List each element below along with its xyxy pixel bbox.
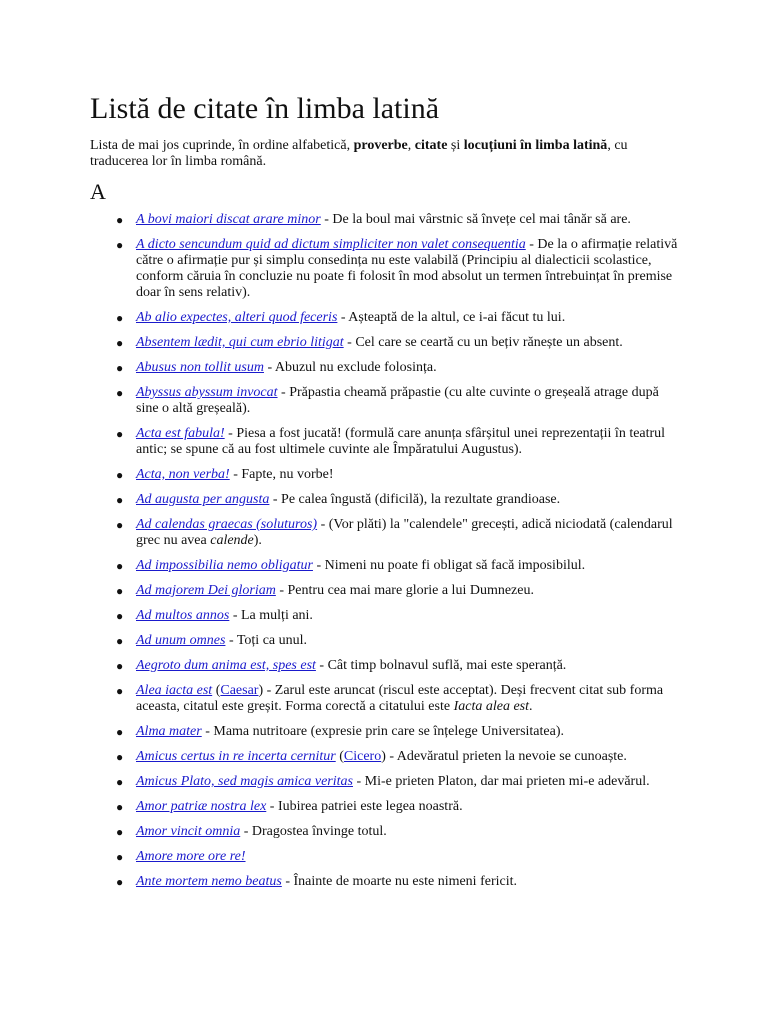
latin-quote-link[interactable]: Abyssus abyssum invocat (136, 385, 278, 400)
list-item (116, 633, 680, 649)
bullet-icon: ● (116, 800, 124, 814)
latin-quote-link[interactable]: Aegroto dum anima est, spes est (136, 658, 316, 673)
latin-quote-link[interactable]: Ab alio expectes, alteri quod feceris (136, 310, 338, 325)
latin-quote-link[interactable]: Amore more ore re! (136, 849, 246, 864)
translation-text-end: . (529, 699, 533, 714)
list-item (116, 558, 680, 574)
bullet-icon: ● (116, 609, 124, 623)
translation-text: - Abuzul nu exclude folosința. (263, 360, 437, 375)
intro-text: , (407, 138, 415, 153)
translation-text-end: ). (253, 533, 262, 548)
bullet-icon: ● (116, 750, 124, 764)
latin-quote-link[interactable]: Absentem lædit, qui cum ebrio litigat (136, 335, 344, 350)
list-item (116, 849, 680, 865)
translation-text: - Mama nutritoare (expresie prin care se înțelege Universitatea). (201, 724, 564, 739)
list-item (116, 335, 680, 351)
translation-text: ) - Adevăratul prieten la nevoie se cunoaște. (381, 749, 627, 764)
translation-italic: Iacta alea est (453, 699, 529, 714)
latin-quote-link[interactable]: Ad multos annos (136, 608, 230, 623)
translation-text: - Pentru cea mai mare glorie a lui Dumnezeu. (275, 583, 534, 598)
intro-text: Lista de mai jos cuprinde, în ordine alfabetică, (90, 138, 354, 153)
latin-quote-link[interactable]: Amor vincit omnia (136, 824, 241, 839)
list-item (116, 724, 680, 740)
bullet-icon: ● (116, 684, 124, 698)
list-item (116, 360, 680, 376)
bullet-icon: ● (116, 386, 124, 400)
bullet-icon: ● (116, 361, 124, 375)
bullet-icon: ● (116, 634, 124, 648)
bullet-icon: ● (116, 238, 124, 252)
latin-quote-link[interactable]: Acta est fabula! (136, 426, 225, 441)
list-item (116, 212, 680, 228)
bullet-icon: ● (116, 336, 124, 350)
translation-text: - De la boul mai vârstnic să învețe cel mai tânăr să are. (320, 212, 631, 227)
latin-quote-link[interactable]: Amicus certus in re incerta cernitur (136, 749, 336, 764)
list-item (116, 824, 680, 840)
latin-quote-link[interactable]: Alma mater (136, 724, 202, 739)
bullet-icon: ● (116, 875, 124, 889)
latin-quote-link[interactable]: Ante mortem nemo beatus (136, 874, 282, 889)
list-item (116, 799, 680, 815)
latin-quote-link[interactable]: Ad calendas graecas (soluturos) (136, 517, 318, 532)
latin-quote-link[interactable]: Ad unum omnes (136, 633, 226, 648)
page-title: Listă de citate în limba latină (90, 92, 440, 125)
translation-text: - Iubirea patriei este legea noastră. (266, 799, 463, 814)
translation-text: - Pe calea îngustă (dificilă), la rezultate grandioase. (269, 492, 561, 507)
translation-text: - La mulți ani. (229, 608, 313, 623)
list-item (116, 310, 680, 326)
translation-text: - Piesa a fost jucată! (formulă care anunța sfârșitul unei reprezentații în teatrul antic; se spune că au fost ultimele cuvinte ale Împăratului Augustus). (136, 426, 666, 457)
author-link[interactable]: Caesar (220, 683, 259, 698)
list-item (116, 467, 680, 483)
latin-quote-link[interactable]: Alea iacta est (136, 683, 213, 698)
list-item (116, 874, 680, 890)
bullet-icon: ● (116, 850, 124, 864)
author-link[interactable]: Cicero (343, 749, 382, 764)
translation-text: - Mi-e prieten Platon, dar mai prieten mi-e adevărul. (352, 774, 650, 789)
translation-italic: calende (210, 533, 254, 548)
translation-text: - Cel care se ceartă cu un bețiv rănește un absent. (343, 335, 623, 350)
latin-quote-link[interactable]: A bovi maiori discat arare minor (136, 212, 321, 227)
bullet-icon: ● (116, 468, 124, 482)
latin-quote-link[interactable]: Ad majorem Dei gloriam (136, 583, 276, 598)
paren-text: ( (212, 683, 221, 698)
translation-text: - Prăpastia cheamă prăpastie (cu alte cuvinte o greșeală atrage după sine o altă greșeală). (136, 385, 659, 416)
list-item (116, 385, 680, 417)
intro-bold-locutiuni: locuțiuni în limba latină (463, 138, 608, 153)
list-item (116, 517, 680, 549)
translation-text: - Dragostea învinge totul. (240, 824, 387, 839)
bullet-icon: ● (116, 584, 124, 598)
translation-text: - Toți ca unul. (225, 633, 308, 648)
bullet-icon: ● (116, 427, 124, 441)
latin-quote-link[interactable]: Abusus non tollit usum (136, 360, 264, 375)
latin-quote-link[interactable]: Ad augusta per angusta (136, 492, 270, 507)
translation-text: - De la o afirmație relativă către o afirmație pur și simplu consedința nu este valabilă (Principiu al dialecticii scolastice, conform căruia în concluzie nu poate fi folosit în mod absolut un termen întrebuințat în premise doar în sens relativ). (136, 237, 678, 300)
latin-quote-link[interactable]: Acta, non verba! (136, 467, 230, 482)
list-item (116, 683, 680, 715)
list-item (116, 583, 680, 599)
latin-quote-link[interactable]: Amicus Plato, sed magis amica veritas (136, 774, 353, 789)
list-item (116, 749, 680, 765)
intro-text: și (447, 138, 464, 153)
intro-bold-proverbe: proverbe (353, 138, 408, 153)
intro-text: , cu traducerea lor în limba română. (90, 138, 628, 169)
translation-text: - Fapte, nu vorbe! (229, 467, 334, 482)
section-heading-a: A (90, 179, 106, 204)
translation-text: - Așteaptă de la altul, ce i-ai făcut tu lui. (337, 310, 566, 325)
latin-quote-link[interactable]: Amor patriæ nostra lex (136, 799, 267, 814)
bullet-icon: ● (116, 311, 124, 325)
intro-bold-citate: citate (414, 138, 448, 153)
bullet-icon: ● (116, 559, 124, 573)
bullet-icon: ● (116, 725, 124, 739)
list-item (116, 774, 680, 790)
list-item (116, 492, 680, 508)
paren-text: ( (335, 749, 344, 764)
list-item (116, 426, 680, 458)
bullet-icon: ● (116, 659, 124, 673)
translation-text: - Nimeni nu poate fi obligat să facă imposibilul. (312, 558, 586, 573)
latin-quote-link[interactable]: A dicto sencundum quid ad dictum simpliciter non valet consequentia (136, 237, 526, 252)
latin-quote-link[interactable]: Ad impossibilia nemo obligatur (136, 558, 313, 573)
translation-text: ) - Zarul este aruncat (riscul este acceptat). Deși frecvent citat sub forma aceasta, citatul este greșit. Forma corectă a citatului este (136, 683, 664, 714)
bullet-icon: ● (116, 493, 124, 507)
bullet-icon: ● (116, 518, 124, 532)
list-item (116, 237, 680, 301)
intro-paragraph (90, 138, 680, 170)
translation-text: - (Vor plăti) la "calendele" grecești, adică niciodată (calendarul grec nu avea (136, 517, 673, 548)
translation-text: - Înainte de moarte nu este nimeni fericit. (281, 874, 517, 889)
translation-text: - Cât timp bolnavul suflă, mai este speranță. (315, 658, 567, 673)
bullet-icon: ● (116, 213, 124, 227)
list-item (116, 658, 680, 674)
list-item (116, 608, 680, 624)
quote-list (90, 212, 680, 890)
bullet-icon: ● (116, 825, 124, 839)
bullet-icon: ● (116, 775, 124, 789)
